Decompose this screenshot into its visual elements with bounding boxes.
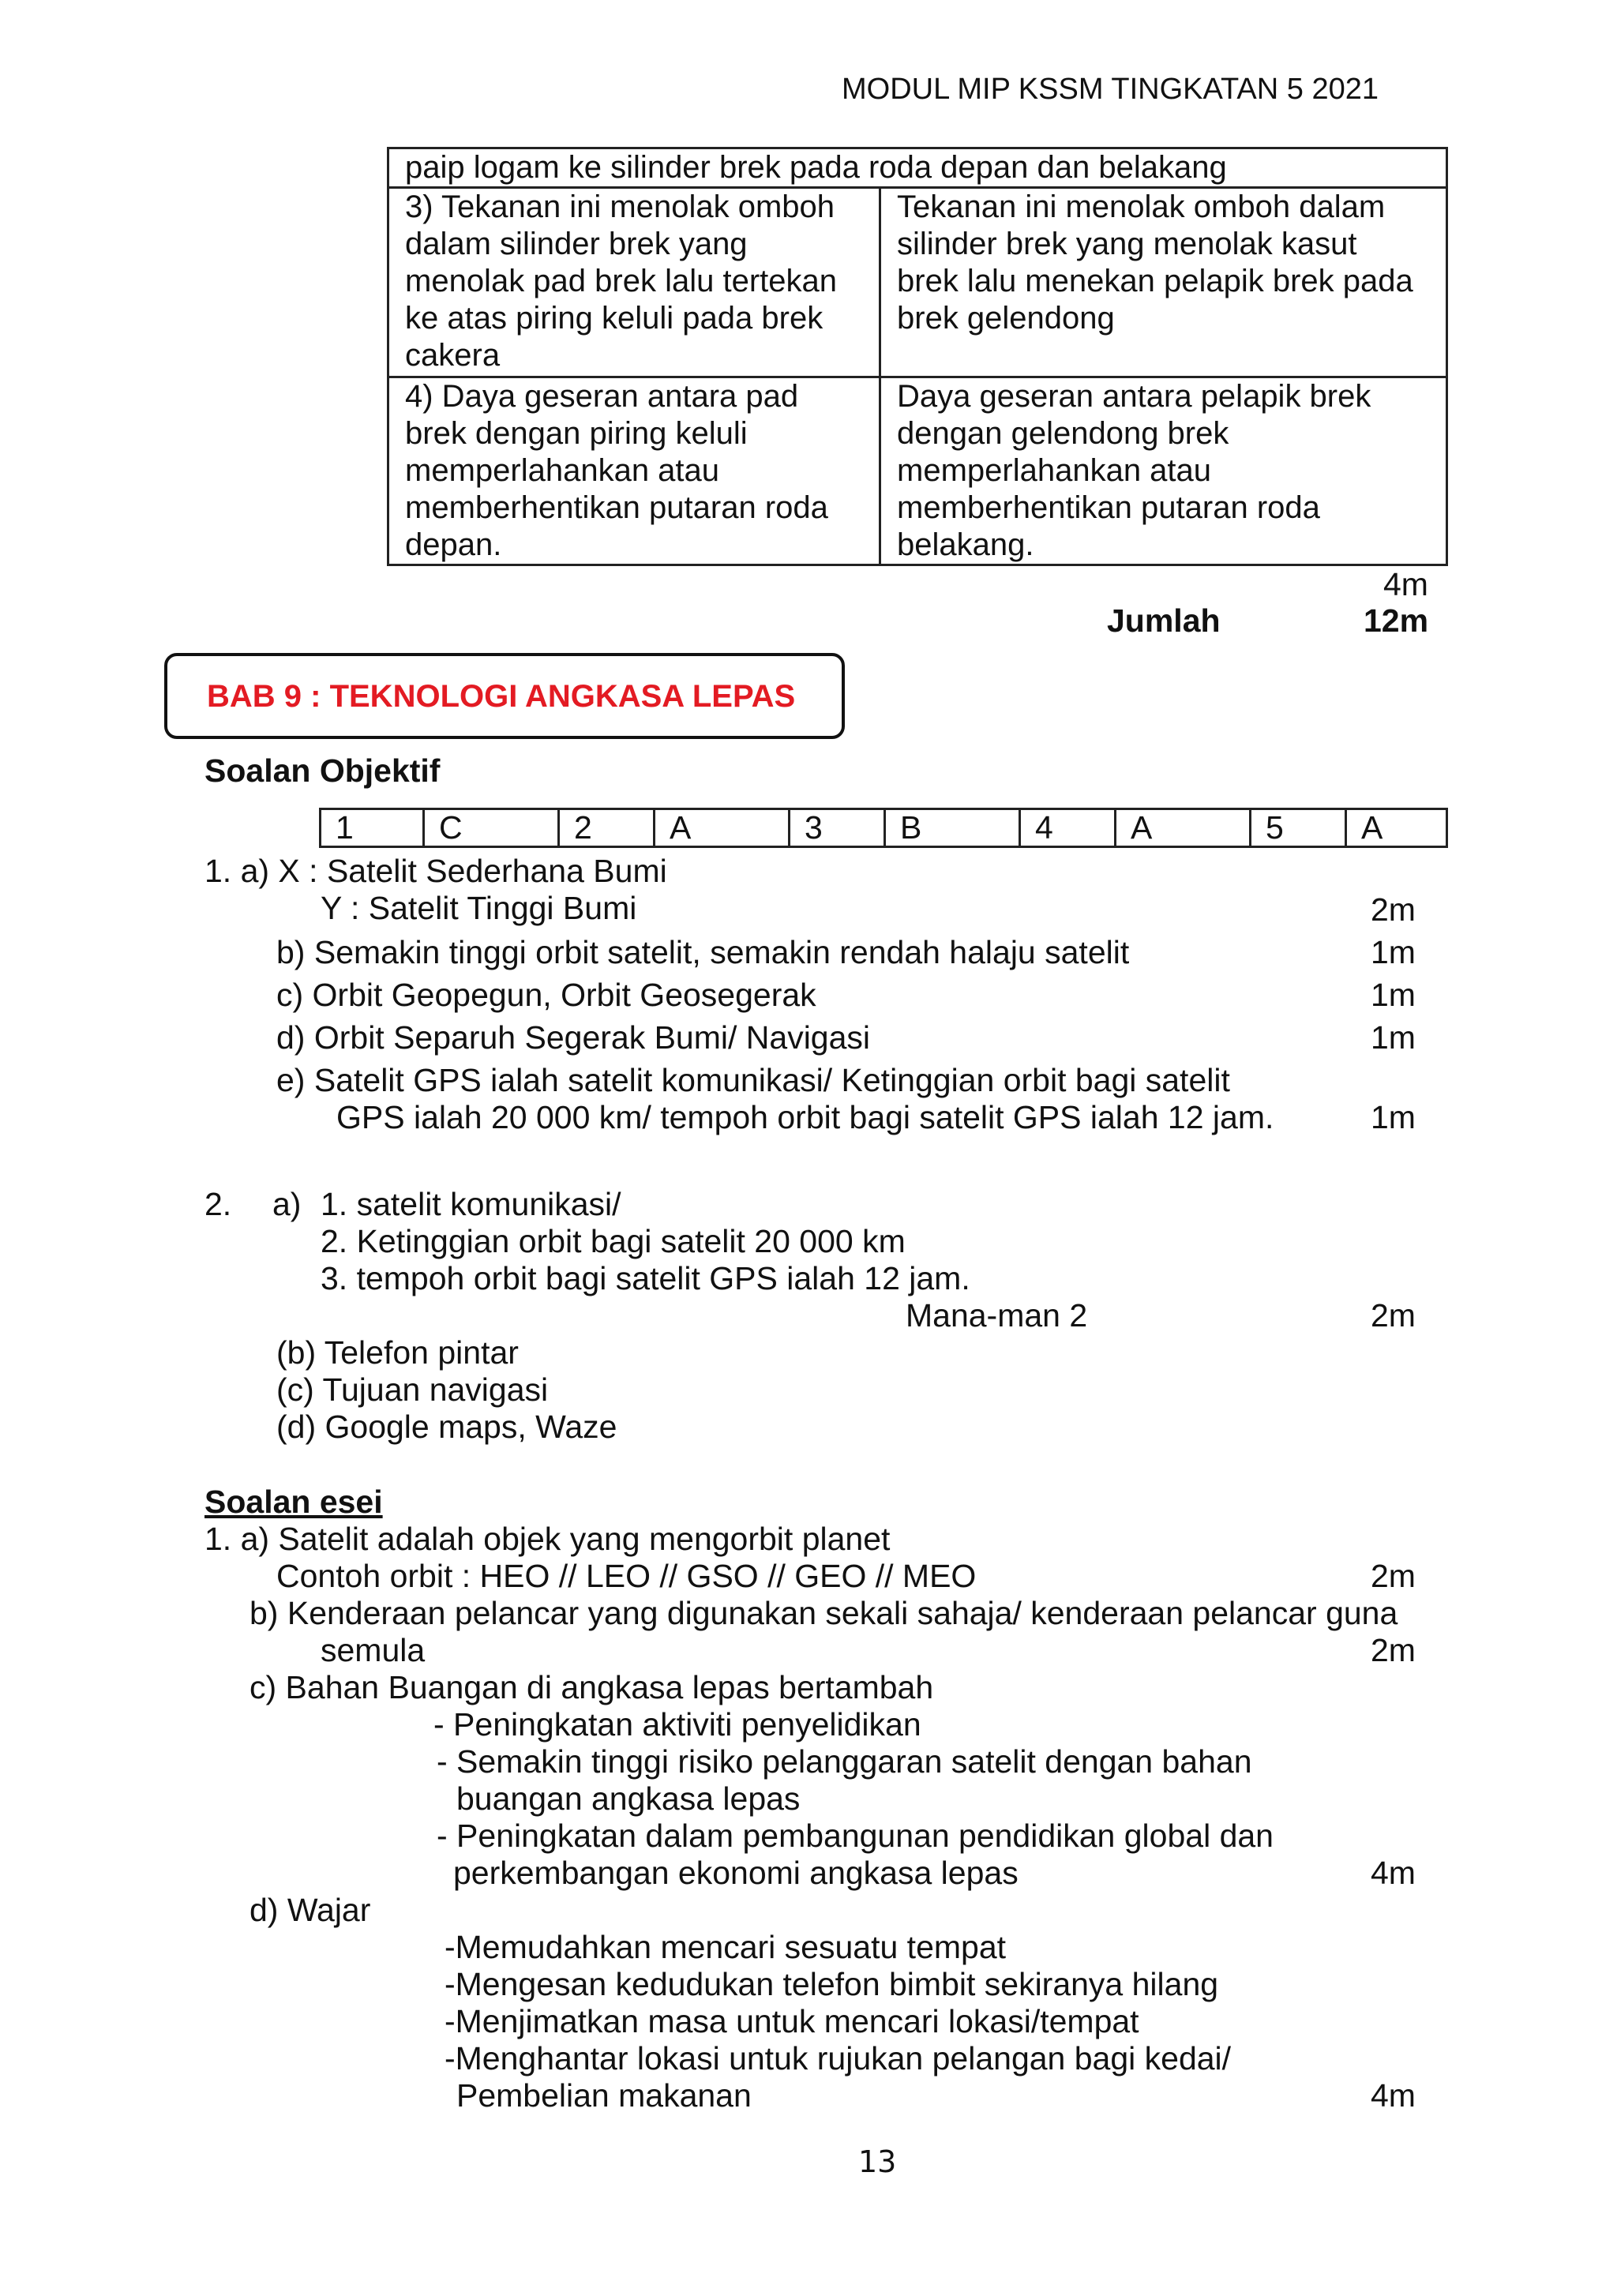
q2-number: 2. (204, 1186, 232, 1222)
table-row (388, 148, 1447, 188)
cell-line: 3) Tekanan ini menolak omboh (405, 189, 835, 224)
cell-line: menolak pad brek lalu tertekan (405, 264, 837, 298)
essay-d-line1: d) Wajar (249, 1892, 371, 1928)
essay-c-line6: perkembangan ekonomi angkasa lepas (453, 1855, 1019, 1891)
q1-c: c) Orbit Geopegun, Orbit Geosegerak (276, 977, 816, 1013)
essay-d-line6: Pembelian makanan (456, 2077, 752, 2114)
essay-c-mark: 4m (1371, 1855, 1416, 1891)
cell-line: silinder brek yang menolak kasut (897, 227, 1357, 261)
q1-d-mark: 1m (1371, 1019, 1416, 1056)
q2-c: (c) Tujuan navigasi (276, 1371, 549, 1408)
answer-choice: A (1116, 809, 1251, 847)
essay-d-line2: -Memudahkan mencari sesuatu tempat (445, 1929, 1007, 1965)
answer-choice: B (885, 809, 1020, 847)
answer-choice: C (424, 809, 559, 847)
q2-a-label: a) (272, 1186, 302, 1222)
q1-a-line2: Y : Satelit Tinggi Bumi (321, 890, 637, 926)
q2-b: (b) Telefon pintar (276, 1334, 519, 1371)
essay-b-mark: 2m (1371, 1632, 1416, 1668)
table-row (321, 809, 1447, 847)
cell-line: 4) Daya geseran antara pad (405, 379, 799, 414)
objective-answer-table (319, 808, 1448, 848)
q1-b-mark: 1m (1371, 934, 1416, 970)
marks-4m: 4m (1383, 566, 1428, 602)
essay-b-line2: semula (321, 1632, 426, 1668)
answer-choice: A (655, 809, 790, 847)
essay-d-mark: 4m (1371, 2077, 1416, 2114)
essay-d-line3: -Mengesan kedudukan telefon bimbit sekiranya hilang (445, 1966, 1219, 2002)
q1-a-line1: 1. a) X : Satelit Sederhana Bumi (204, 853, 667, 889)
q1-e-mark: 1m (1371, 1099, 1416, 1135)
essay-b-line1: b) Kenderaan pelancar yang digunakan sekali sahaja/ kenderaan pelancar guna (249, 1595, 1398, 1631)
q2-a-line1: 1. satelit komunikasi/ (321, 1186, 621, 1222)
answer-number: 5 (1251, 809, 1346, 847)
q2-d: (d) Google maps, Waze (276, 1409, 617, 1445)
table-cell-disc-brake (388, 377, 880, 565)
cell-line: memberhentikan putaran roda (897, 490, 1320, 525)
q1-b: b) Semakin tinggi orbit satelit, semakin rendah halaju satelit (276, 934, 1130, 970)
answer-number: 4 (1020, 809, 1116, 847)
cell-line: dengan gelendong brek (897, 416, 1229, 451)
essay-c-line1: c) Bahan Buangan di angkasa lepas bertambah (249, 1669, 934, 1705)
page-header: MODUL MIP KSSM TINGKATAN 5 2021 (842, 73, 1379, 106)
essay-d-line5: -Menghantar lokasi untuk rujukan pelangan bagi kedai/ (445, 2040, 1232, 2077)
q2-a-mark: 2m (1371, 1297, 1416, 1334)
q2-any-two: Mana-man 2 (906, 1297, 1088, 1334)
q1-d: d) Orbit Separuh Segerak Bumi/ Navigasi (276, 1019, 871, 1056)
page-number: 13 (858, 2144, 897, 2179)
q1-e-line1: e) Satelit GPS ialah satelit komunikasi/ Ketinggian orbit bagi satelit (276, 1062, 1230, 1098)
chapter-title: BAB 9 : TEKNOLOGI ANGKASA LEPAS (207, 679, 796, 714)
essay-c-line5: - Peningkatan dalam pembangunan pendidikan global dan (437, 1818, 1274, 1854)
answer-number: 2 (559, 809, 655, 847)
cell-line: depan. (405, 527, 502, 562)
essay-a-line2: Contoh orbit : HEO // LEO // GSO // GEO // MEO (276, 1558, 977, 1594)
chapter-title-box (164, 653, 845, 739)
cell-line: memperlahankan atau (405, 453, 720, 488)
answer-number: 1 (321, 809, 424, 847)
cell-line: memberhentikan putaran roda (405, 490, 828, 525)
table-cell-disc-brake (388, 188, 880, 377)
cell-line: Daya geseran antara pelapik brek (897, 379, 1371, 414)
table-row (388, 188, 1447, 377)
essay-a-mark: 2m (1371, 1558, 1416, 1594)
q2-a-line2: 2. Ketinggian orbit bagi satelit 20 000 km (321, 1223, 906, 1259)
cell-line: brek gelendong (897, 301, 1115, 336)
cell-line: Tekanan ini menolak omboh dalam (897, 189, 1386, 224)
essay-c-line4: buangan angkasa lepas (456, 1780, 801, 1817)
answer-choice: A (1346, 809, 1447, 847)
cell-line: dalam silinder brek yang (405, 227, 748, 261)
essay-a-line1: 1. a) Satelit adalah objek yang mengorbit planet (204, 1521, 891, 1557)
cell-line: belakang. (897, 527, 1034, 562)
table-cell-drum-brake (880, 188, 1447, 377)
q1-e-line2: GPS ialah 20 000 km/ tempoh orbit bagi satelit GPS ialah 12 jam. (336, 1099, 1274, 1135)
essay-c-line3: - Semakin tinggi risiko pelanggaran satelit dengan bahan (437, 1743, 1252, 1780)
essay-d-line4: -Menjimatkan masa untuk mencari lokasi/tempat (445, 2003, 1139, 2039)
table-cell-continuation: paip logam ke silinder brek pada roda depan dan belakang (388, 148, 1447, 188)
cell-line: brek lalu menekan pelapik brek pada (897, 264, 1413, 298)
q2-a-line3: 3. tempoh orbit bagi satelit GPS ialah 12 jam. (321, 1260, 970, 1296)
total-value: 12m (1364, 602, 1429, 639)
cell-line: ke atas piring keluli pada brek (405, 301, 824, 336)
q1-a-mark: 2m (1371, 891, 1416, 928)
table-row (388, 377, 1447, 565)
q1-c-mark: 1m (1371, 977, 1416, 1013)
objective-heading: Soalan Objektif (204, 752, 441, 789)
cell-line: brek dengan piring keluli (405, 416, 748, 451)
essay-heading: Soalan esei (204, 1484, 383, 1520)
essay-c-line2: - Peningkatan aktiviti penyelidikan (433, 1706, 921, 1743)
cell-line: cakera (405, 338, 501, 373)
table-cell-drum-brake (880, 377, 1447, 565)
total-label: Jumlah (1107, 602, 1221, 639)
brake-comparison-table (387, 147, 1448, 566)
cell-line: memperlahankan atau (897, 453, 1212, 488)
answer-number: 3 (790, 809, 885, 847)
